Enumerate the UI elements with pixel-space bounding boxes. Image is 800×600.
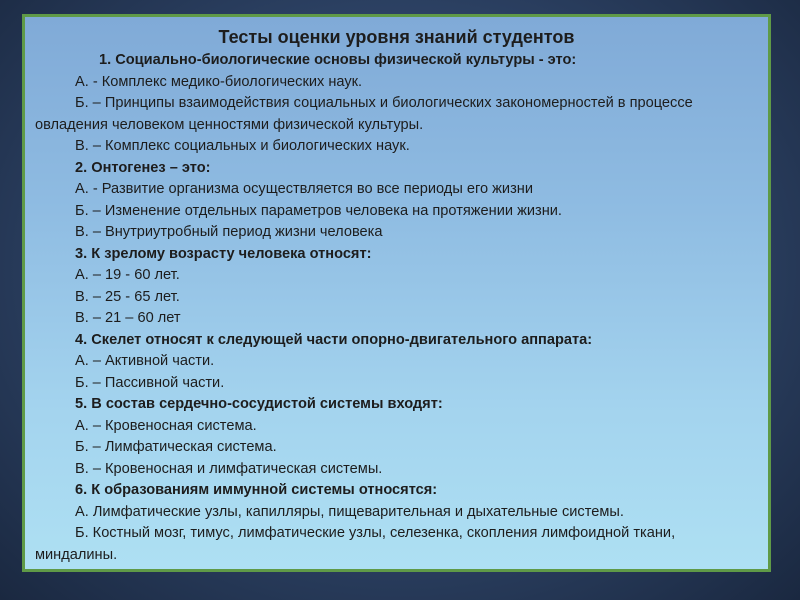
answer-1a: А. - Комплекс медико-биологических наук. (75, 73, 363, 90)
question-2: 2. Онтогенез – это: (75, 159, 211, 176)
slide-panel (22, 14, 771, 572)
answer-2b: Б. – Изменение отдельных параметров человека на протяжении жизни. (75, 202, 562, 219)
answer-2c: В. – Внутриутробный период жизни человека (75, 224, 383, 240)
question-4: 4. Скелет относят к следующей части опорно-двигательного аппарата: (75, 331, 593, 348)
answer-5a: А. – Кровеносная система. (75, 417, 257, 434)
answer-3a: А. – 19 - 60 лет. (75, 267, 180, 283)
answer-3c: В. – 21 – 60 лет (75, 310, 181, 326)
answer-1b-text: Б. – Принципы взаимодействия социальных и биологических закономерностей в процессе овладения человеком ценностями физической культуры. (35, 95, 693, 133)
answer-5c: В. – Кровеносная и лимфатическая системы. (75, 460, 383, 477)
question-5: 5. В состав сердечно-сосудистой системы входят: (75, 396, 443, 412)
answer-2a: А. - Развитие организма осуществляется во все периоды его жизни (75, 181, 533, 197)
answer-5b: Б. – Лимфатическая система. (75, 439, 277, 455)
slide-title: Тесты оценки уровня знаний студентов (218, 27, 575, 47)
answer-4b: Б. – Пассивной части. (75, 374, 225, 391)
answer-1c: В. – Комплекс социальных и биологических наук. (75, 138, 410, 154)
question-1: 1. Социально-биологические основы физической культуры - это: (99, 52, 577, 68)
answer-6b-text: Б. Костный мозг, тимус, лимфатические узлы, селезенка, скопления лимфоидной ткани, миндалины. (35, 525, 676, 563)
question-6: 6. К образованиям иммунной системы относятся: (75, 482, 438, 498)
answer-6b (35, 523, 758, 566)
question-3: 3. К зрелому возрасту человека относят: (75, 245, 372, 262)
answer-3b: В. – 25 - 65 лет. (75, 288, 180, 305)
answer-4a: А. – Активной части. (75, 353, 215, 369)
answer-6a: А. Лимфатические узлы, капилляры, пищеварительная и дыхательные системы. (75, 503, 624, 520)
answer-1b (35, 93, 758, 136)
